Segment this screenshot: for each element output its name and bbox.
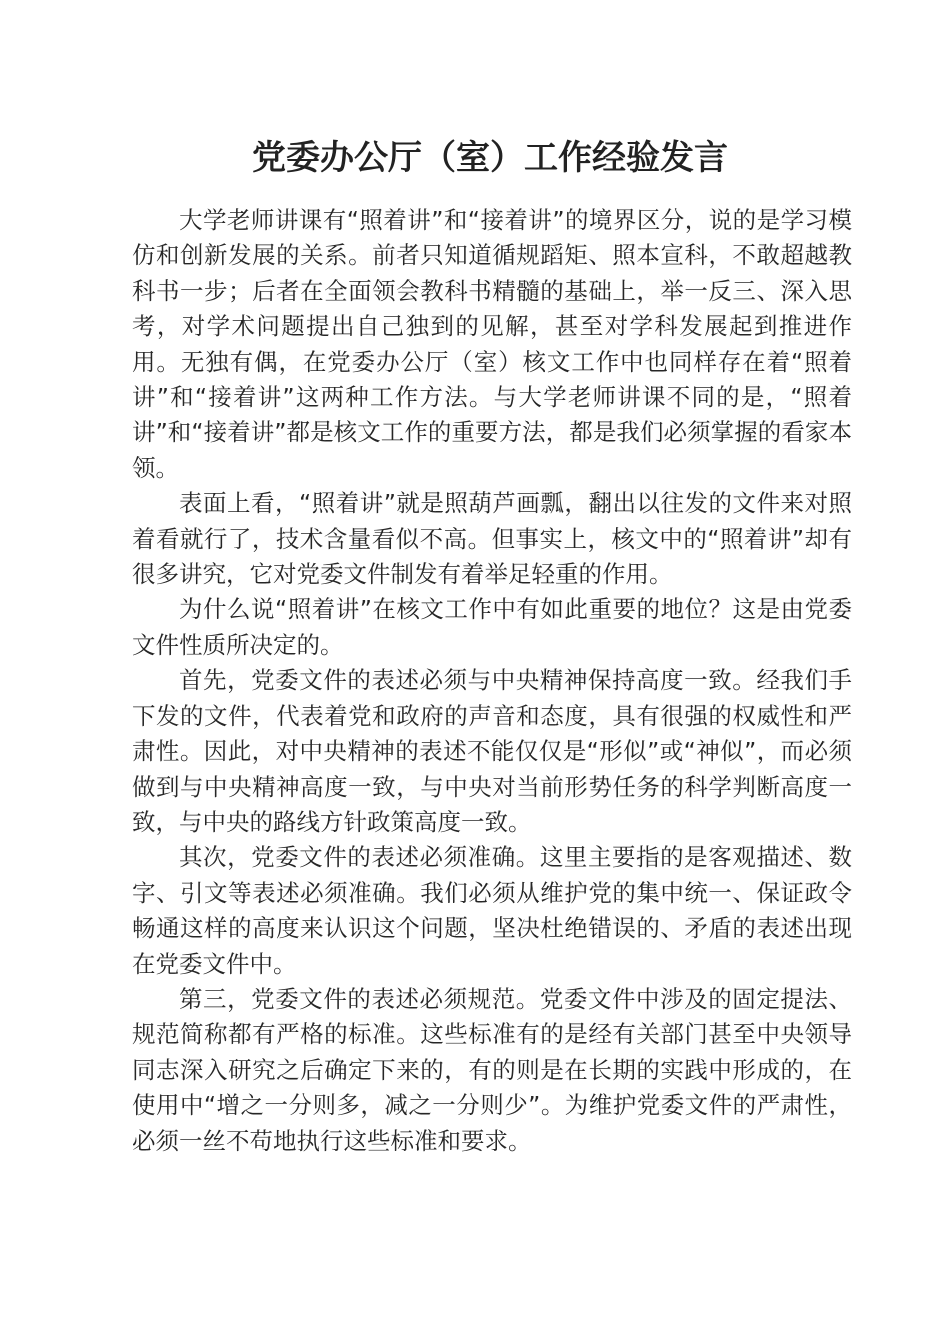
paragraph-2: 表面上看，“照着讲”就是照葫芦画瓢，翻出以往发的文件来对照着看就行了，技术含量看似不高。但事实上，核文中的“照着讲”却有很多讲究，它对党委文件制发有着举足轻重的作用。 [132,489,852,589]
paragraph-3: 为什么说“照着讲”在核文工作中有如此重要的地位？这是由党委文件性质所决定的。 [132,595,852,659]
document-body [132,203,852,1159]
document-title: 党委办公厅（室）工作经验发言 [252,138,728,178]
paragraph-1: 大学老师讲课有“照着讲”和“接着讲”的境界区分，说的是学习模仿和创新发展的关系。前者只知道循规蹈矩、照本宣科，不敢超越教科书一步；后者在全面领会教科书精髓的基础上，举一反三、深入思考，对学术问题提出自己独到的见解，甚至对学科发展起到推进作用。无独有偶，在党委办公厅（室）核文工作中也同样存在着“照着讲”和“接着讲”这两种工作方法。与大学老师讲课不同的是，“照着讲”和“接着讲”都是核文工作的重要方法，都是我们必须掌握的看家本领。 [132,206,852,482]
paragraph-4: 首先，党委文件的表述必须与中央精神保持高度一致。经我们手下发的文件，代表着党和政府的声音和态度，具有很强的权威性和严肃性。因此，对中央精神的表述不能仅仅是“形似”或“神似”，而必须做到与中央精神高度一致，与中央对当前形势任务的科学判断高度一致，与中央的路线方针政策高度一致。 [132,666,852,836]
paragraph-6: 第三，党委文件的表述必须规范。党委文件中涉及的固定提法、规范简称都有严格的标准。这些标准有的是经有关部门甚至中央领导同志深入研究之后确定下来的，有的则是在长期的实践中形成的，在使用中“增之一分则多，减之一分则少”。为维护党委文件的严肃性，必须一丝不苟地执行这些标准和要求。 [132,984,852,1155]
paragraph-5: 其次，党委文件的表述必须准确。这里主要指的是客观描述、数字、引文等表述必须准确。我们必须从维护党的集中统一、保证政令畅通这样的高度来认识这个问题，坚决杜绝错误的、矛盾的表述出现在党委文件中。 [132,843,852,978]
